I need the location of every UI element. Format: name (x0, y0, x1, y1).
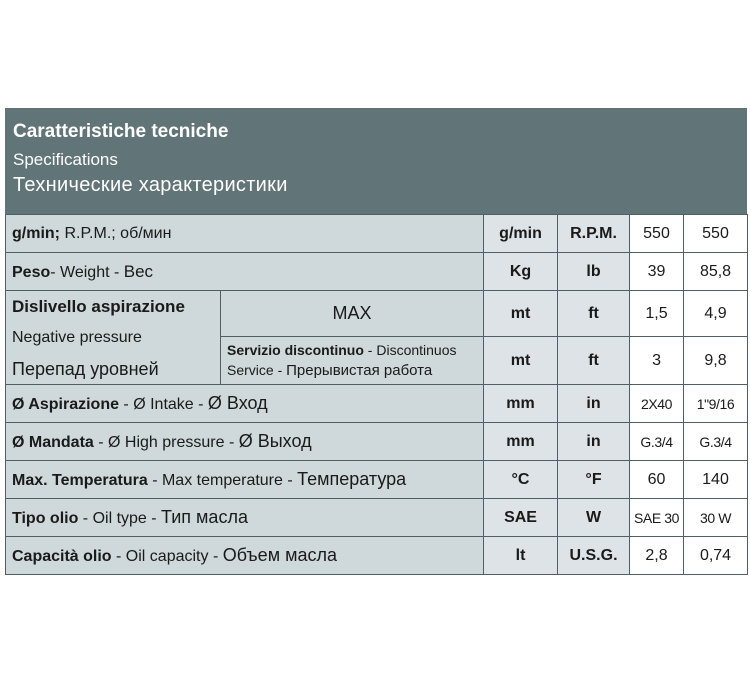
unit-imperial: U.S.G. (558, 537, 630, 575)
specifications-panel (5, 108, 747, 590)
value-imperial: 9,8 (684, 337, 748, 385)
value-imperial: 1"9/16 (684, 385, 748, 423)
max-label: MAX (221, 291, 484, 337)
value-imperial: 0,74 (684, 537, 748, 575)
value-metric: 3 (630, 337, 684, 385)
table-row-oil-capacity (6, 537, 748, 575)
unit-metric: Kg (484, 253, 558, 291)
unit-metric: °C (484, 461, 558, 499)
value-imperial: 30 W (684, 499, 748, 537)
value-metric: SAE 30 (630, 499, 684, 537)
unit-metric: SAE (484, 499, 558, 537)
unit-metric: lt (484, 537, 558, 575)
row-label: g/min; R.P.M.; об/мин (6, 215, 484, 253)
header-title-italian: Caratteristiche tecniche (13, 121, 229, 142)
discontinuous-service-label: Servizio discontinuo - Discontinuos Service - Прерывистая работа (221, 337, 484, 385)
value-metric: G.3/4 (630, 423, 684, 461)
specifications-table (5, 214, 748, 575)
unit-imperial: ft (558, 337, 630, 385)
row-label: Capacità olio - Oil capacity - Объем масла (6, 537, 484, 575)
table-row-oil-type (6, 499, 748, 537)
specifications-header (5, 108, 747, 214)
row-label: Tipo olio - Oil type - Тип масла (6, 499, 484, 537)
value-metric: 550 (630, 215, 684, 253)
value-metric: 2,8 (630, 537, 684, 575)
row-label: Ø Mandata - Ø High pressure - Ø Выход (6, 423, 484, 461)
unit-imperial: in (558, 385, 630, 423)
value-imperial: 140 (684, 461, 748, 499)
row-label: Ø Aspirazione - Ø Intake - Ø Вход (6, 385, 484, 423)
value-metric: 2X40 (630, 385, 684, 423)
unit-imperial: lb (558, 253, 630, 291)
unit-metric: g/min (484, 215, 558, 253)
value-metric: 39 (630, 253, 684, 291)
row-label: Peso- Weight - Вес (6, 253, 484, 291)
value-imperial: 4,9 (684, 291, 748, 337)
unit-imperial: °F (558, 461, 630, 499)
unit-metric: mt (484, 291, 558, 337)
value-metric: 60 (630, 461, 684, 499)
table-row-outlet (6, 423, 748, 461)
unit-metric: mm (484, 385, 558, 423)
value-imperial: 85,8 (684, 253, 748, 291)
table-row-temperature (6, 461, 748, 499)
value-imperial: G.3/4 (684, 423, 748, 461)
table-row-weight (6, 253, 748, 291)
row-label: Max. Temperatura - Max temperature - Температура (6, 461, 484, 499)
header-title-russian: Технические характеристики (13, 174, 288, 196)
unit-imperial: ft (558, 291, 630, 337)
unit-metric: mt (484, 337, 558, 385)
unit-imperial: in (558, 423, 630, 461)
table-row-rpm (6, 215, 748, 253)
value-imperial: 550 (684, 215, 748, 253)
unit-imperial: R.P.M. (558, 215, 630, 253)
unit-imperial: W (558, 499, 630, 537)
header-title-english: Specifications (13, 150, 118, 169)
table-row-intake (6, 385, 748, 423)
row-label-suction: Dislivello aspirazione Negative pressure Перепад уровней (6, 291, 221, 385)
table-row-suction-max (6, 291, 748, 337)
value-metric: 1,5 (630, 291, 684, 337)
unit-metric: mm (484, 423, 558, 461)
